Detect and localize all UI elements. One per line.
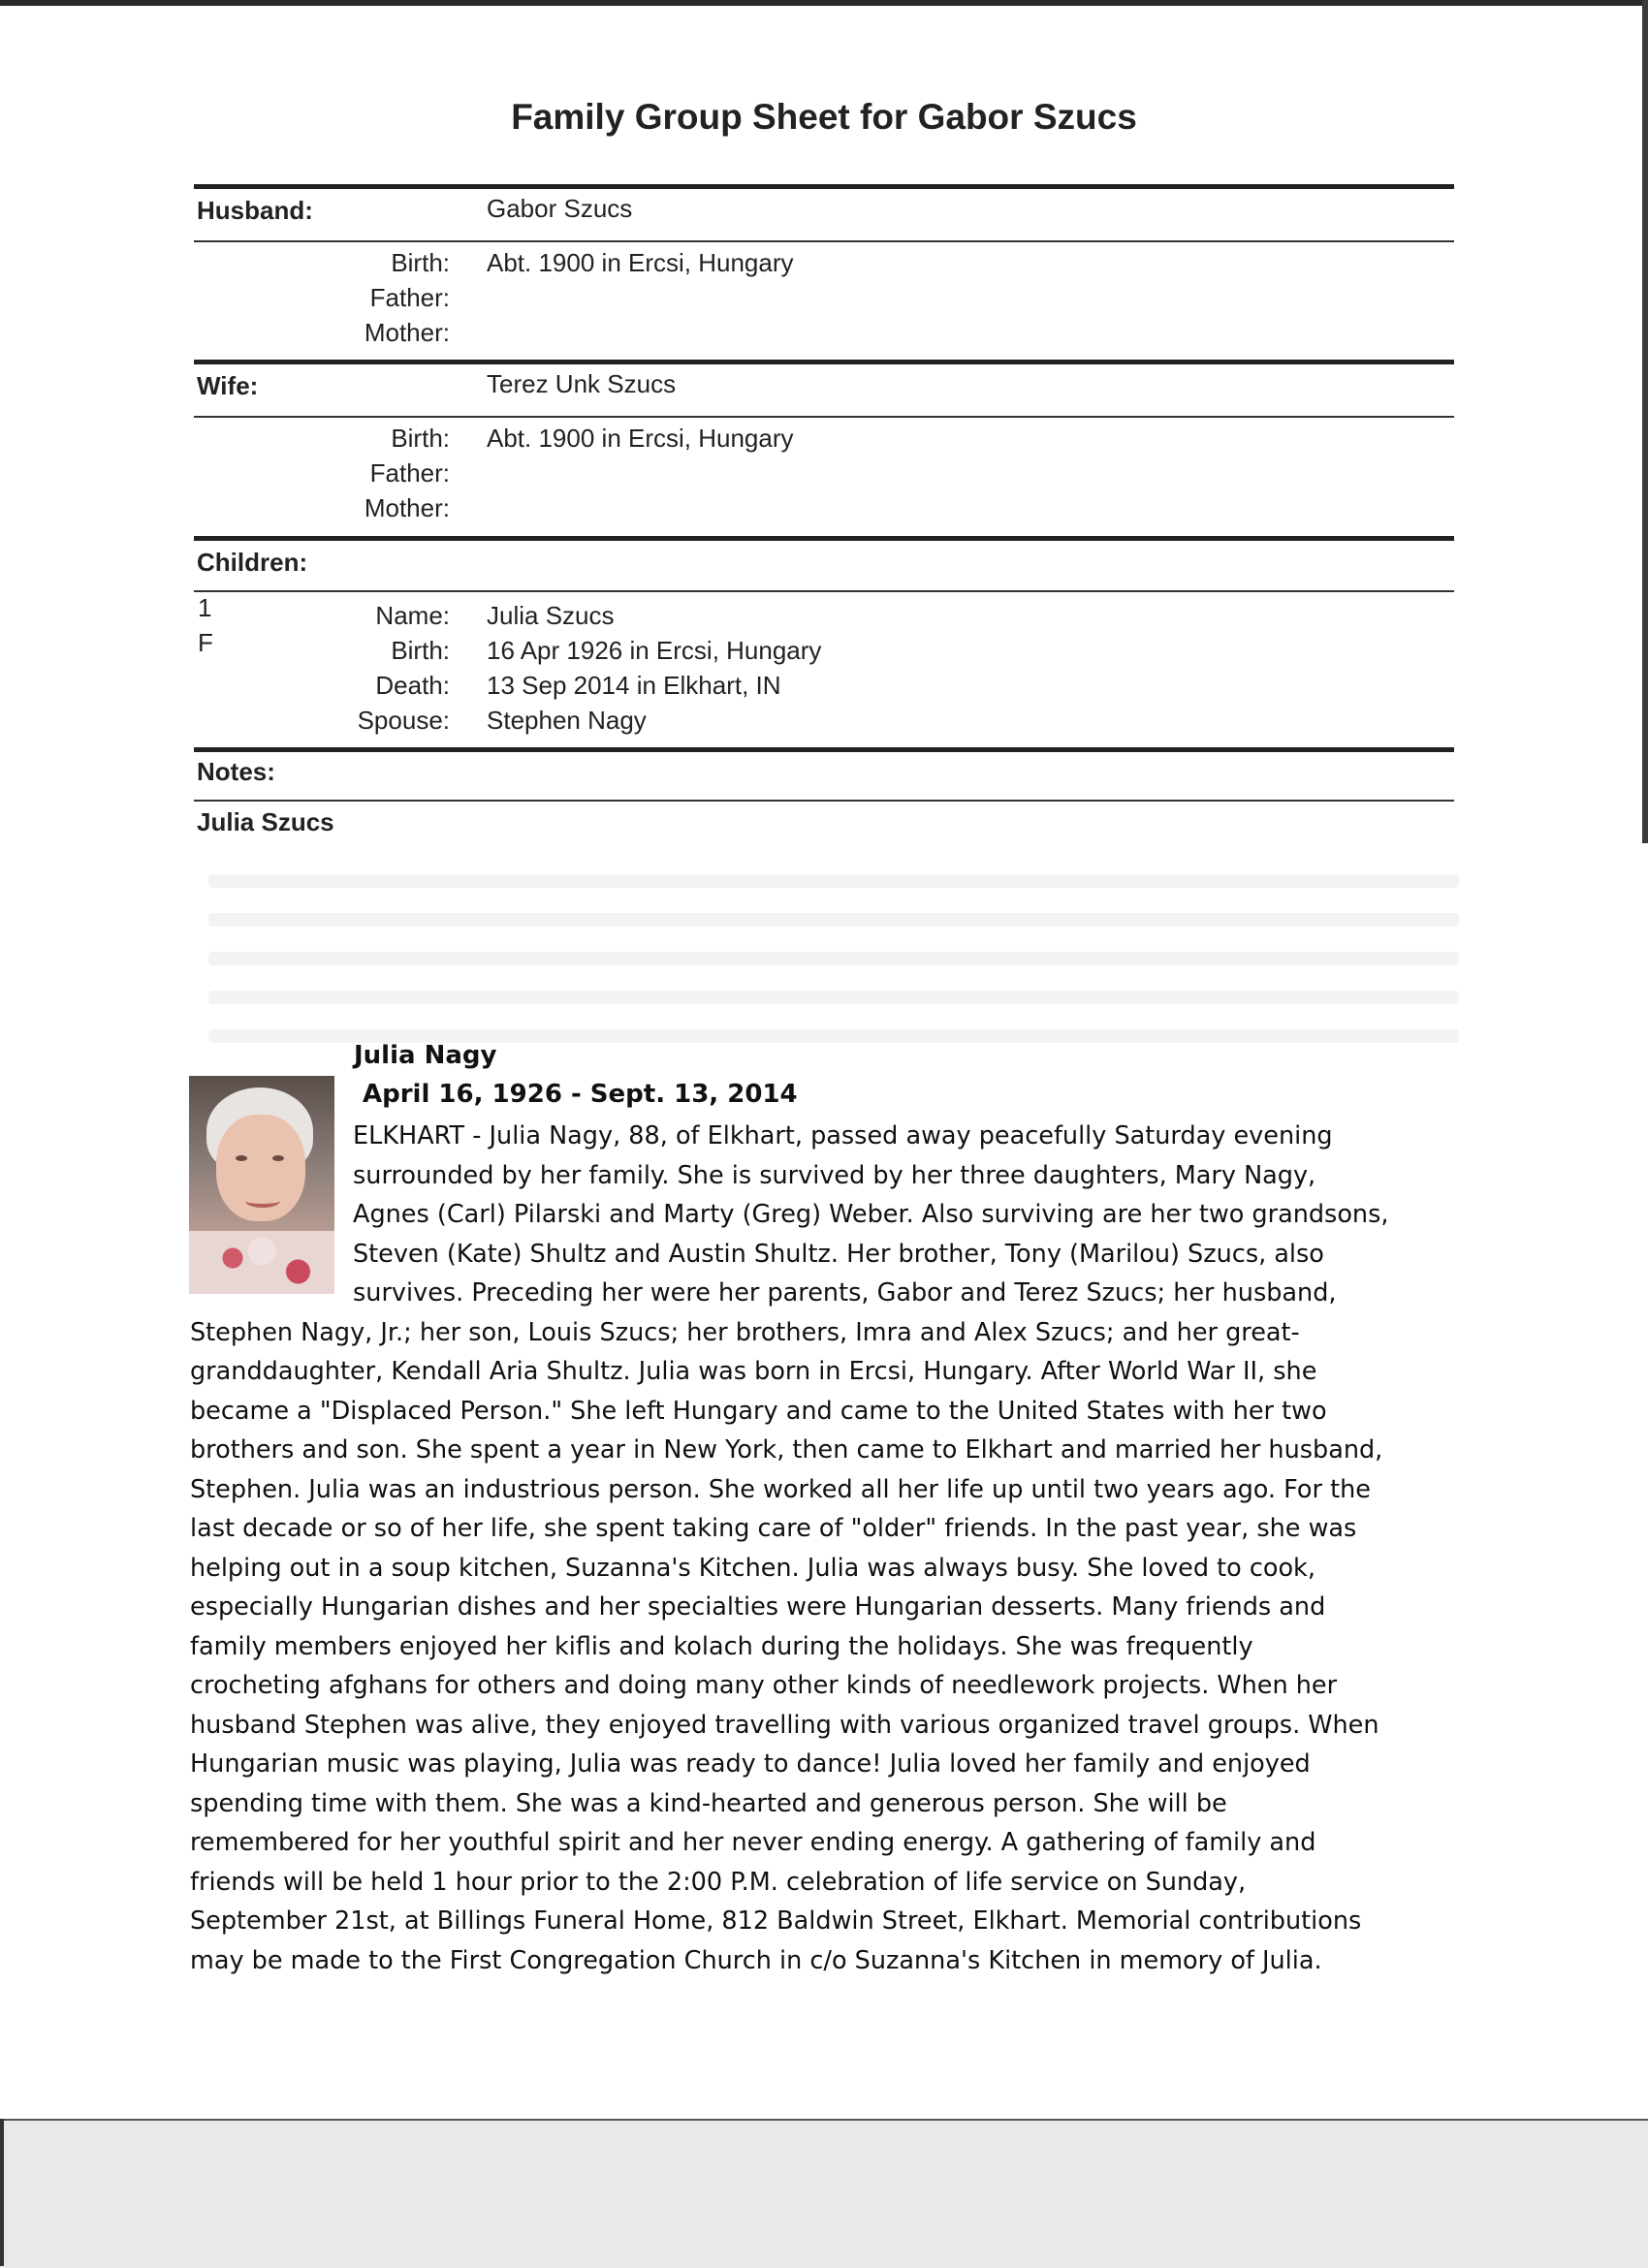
scan-edge-top [0, 0, 1648, 6]
wife-name: Terez Unk Szucs [487, 369, 677, 398]
obituary-line: surrounded by her family. She is survived by her three daughters, Mary Nagy, [353, 1160, 1316, 1190]
child-spouse-label: Spouse: [357, 706, 450, 735]
wife-mother-label: Mother: [364, 493, 450, 522]
bleed-through-text [208, 913, 1459, 927]
obituary-line: may be made to the First Congregation Church in c/o Suzanna's Kitchen in memory of Julia. [190, 1945, 1322, 1975]
child-birth-label: Birth: [391, 636, 450, 665]
obituary-line: survives. Preceding her were her parents, Gabor and Terez Szucs; her husband, [353, 1278, 1337, 1307]
obituary-line: ELKHART - Julia Nagy, 88, of Elkhart, passed away peacefully Saturday evening [353, 1121, 1333, 1150]
child-birth-value: 16 Apr 1926 in Ercsi, Hungary [487, 636, 822, 665]
section-subdivider [194, 240, 1454, 242]
obituary-line: spending time with them. She was a kind-hearted and generous person. She will be [190, 1788, 1227, 1818]
child-index: 1 [198, 593, 212, 622]
section-subdivider [194, 416, 1454, 418]
scan-edge-left [0, 2119, 4, 2266]
child-name-label: Name: [375, 601, 450, 630]
husband-father-label: Father: [369, 283, 450, 312]
section-divider [194, 536, 1454, 541]
child-name-value: Julia Szucs [487, 601, 615, 630]
obituary-line: Stephen. Julia was an industrious person. She worked all her life up until two years ago. For the [190, 1474, 1371, 1504]
wife-section-label: Wife: [197, 371, 259, 400]
obituary-body [190, 1117, 1470, 1980]
husband-birth-value: Abt. 1900 in Ercsi, Hungary [487, 248, 794, 277]
section-divider [194, 360, 1454, 364]
obituary-line: last decade or so of her life, she spent taking care of "older" friends. In the past year, she was [190, 1514, 1357, 1543]
bleed-through-text [208, 991, 1459, 1004]
obituary-line: Hungarian music was playing, Julia was ready to dance! Julia loved her family and enjoyed [190, 1749, 1311, 1779]
obituary-line: Steven (Kate) Shultz and Austin Shultz. Her brother, Tony (Marilou) Szucs, also [353, 1239, 1324, 1269]
wife-birth-label: Birth: [391, 424, 450, 453]
child-death-label: Death: [375, 671, 450, 700]
page-title: Family Group Sheet for Gabor Szucs [511, 97, 1137, 137]
notes-subject: Julia Szucs [197, 807, 334, 836]
child-sex: F [198, 628, 213, 657]
obituary-line: brothers and son. She spent a year in New York, then came to Elkhart and married her husband, [190, 1435, 1383, 1465]
child-death-value: 13 Sep 2014 in Elkhart, IN [487, 671, 781, 700]
husband-mother-label: Mother: [364, 318, 450, 347]
section-subdivider [194, 590, 1454, 592]
obituary-line: husband Stephen was alive, they enjoyed travelling with various organized travel groups. When [190, 1710, 1379, 1740]
section-subdivider [194, 800, 1454, 802]
notes-section-label: Notes: [197, 757, 275, 786]
section-divider [194, 184, 1454, 189]
obituary-line: Stephen Nagy, Jr.; her son, Louis Szucs; her brothers, Imra and Alex Szucs; and her great- [190, 1317, 1300, 1347]
obituary-line: especially Hungarian dishes and her specialties were Hungarian desserts. Many friends and [190, 1592, 1326, 1622]
children-section-label: Children: [197, 548, 308, 577]
bleed-through-text [208, 874, 1459, 888]
obituary-line: granddaughter, Kendall Aria Shultz. Julia was born in Ercsi, Hungary. After World War II, she [190, 1357, 1317, 1386]
obituary-line: family members enjoyed her kiflis and kolach during the holidays. She was frequently [190, 1631, 1253, 1661]
scan-edge-bottom [0, 2119, 1648, 2268]
husband-name: Gabor Szucs [487, 194, 633, 223]
wife-birth-value: Abt. 1900 in Ercsi, Hungary [487, 424, 794, 453]
husband-birth-label: Birth: [391, 248, 450, 277]
obituary-line: became a "Displaced Person." She left Hungary and came to the United States with her two [190, 1396, 1327, 1426]
obituary-dates: April 16, 1926 - Sept. 13, 2014 [363, 1080, 798, 1109]
obituary-name: Julia Nagy [354, 1041, 497, 1070]
child-spouse-value: Stephen Nagy [487, 706, 647, 735]
obituary-line: friends will be held 1 hour prior to the 2:00 P.M. celebration of life service on Sunday, [190, 1867, 1247, 1897]
obituary-line: Agnes (Carl) Pilarski and Marty (Greg) Weber. Also surviving are her two grandsons, [353, 1200, 1389, 1229]
section-divider [194, 747, 1454, 752]
obituary-line: September 21st, at Billings Funeral Home, 812 Baldwin Street, Elkhart. Memorial contributions [190, 1906, 1362, 1936]
husband-section-label: Husband: [197, 196, 313, 225]
obituary-line: helping out in a soup kitchen, Suzanna's Kitchen. Julia was always busy. She loved to cook, [190, 1553, 1315, 1583]
obituary-line: crocheting afghans for others and doing many other kinds of needlework projects. When her [190, 1671, 1338, 1700]
bleed-through-text [208, 952, 1459, 965]
wife-father-label: Father: [369, 458, 450, 488]
obituary-line: remembered for her youthful spirit and her never ending energy. A gathering of family and [190, 1828, 1316, 1857]
